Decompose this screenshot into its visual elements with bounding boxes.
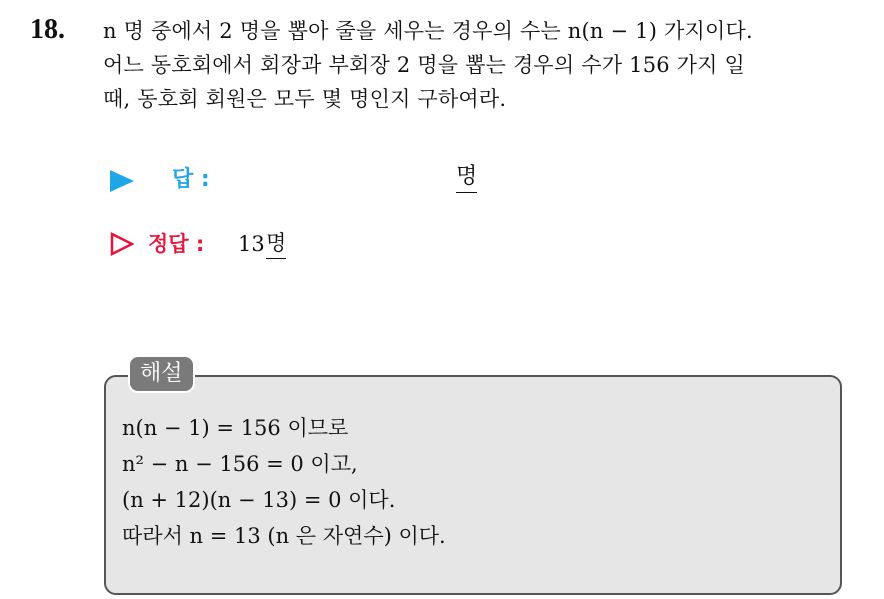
- play-icon: [110, 170, 134, 192]
- question-text: [103, 14, 873, 116]
- answer-label: 답 :: [172, 167, 210, 192]
- explanation-line-3: (n + 12)(n − 13) = 0 이다.: [122, 488, 396, 512]
- question-number: 18.: [30, 14, 65, 45]
- question-line-1: n 명 중에서 2 명을 뽑아 줄을 세우는 경우의 수는 n(n − 1) 가지이다.: [103, 19, 753, 43]
- explanation-text: [122, 410, 822, 554]
- answer-row: [110, 162, 610, 198]
- explanation-line-2: n² − n − 156 = 0 이고,: [122, 452, 358, 476]
- correct-answer-label: 정답 :: [148, 232, 205, 256]
- outline-play-icon: [110, 232, 134, 256]
- question-line-3: 때, 동호회 회원은 모두 몇 명인지 구하여라.: [103, 87, 507, 111]
- explanation-line-4: 따라서 n = 13 (n 은 자연수) 이다.: [122, 524, 446, 548]
- correct-answer-unit: 명: [266, 228, 286, 259]
- correct-answer-row: [110, 226, 610, 262]
- question-line-2: 어느 동호회에서 회장과 부회장 2 명을 뽑는 경우의 수가 156 가지 일: [103, 53, 746, 77]
- answer-unit[interactable]: 명: [456, 162, 477, 193]
- explanation-line-1: n(n − 1) = 156 이므로: [122, 416, 349, 440]
- correct-answer-value: 13: [238, 232, 265, 256]
- explanation-tag: 해설: [128, 355, 195, 393]
